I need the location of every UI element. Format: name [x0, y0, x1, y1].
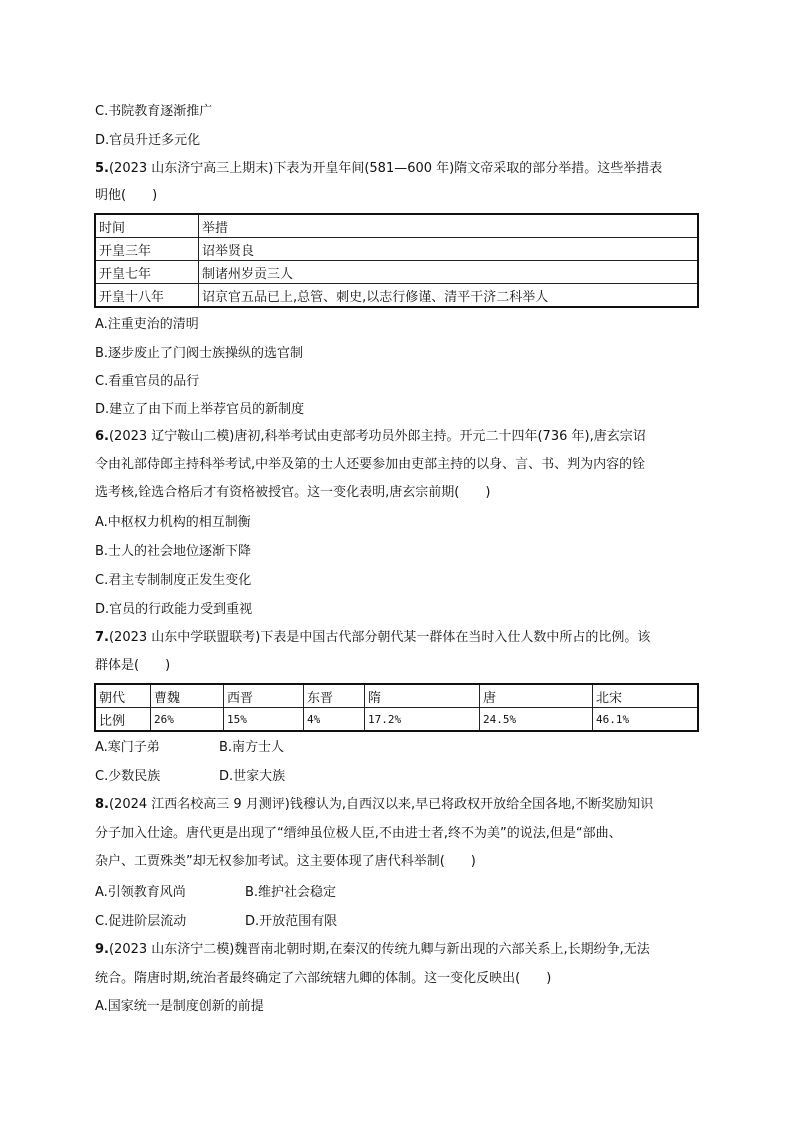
table-cell: 26%: [151, 708, 224, 732]
table-cell: 朝代: [95, 684, 151, 708]
question-7-table: [94, 683, 699, 732]
table-cell: 15%: [224, 708, 304, 732]
table-cell: 46.1%: [593, 708, 699, 732]
table-cell: 4%: [304, 708, 365, 732]
question-7-line-1: [95, 629, 650, 647]
question-6-number: 6.: [95, 429, 109, 444]
table-cell: 隋: [365, 684, 480, 708]
table-cell: 开皇十八年: [95, 284, 199, 308]
question-8-line-2: 分子加入仕途。唐代更是出现了“缙绅虽位极人臣,不由进士者,终不为美”的说法,但是“部曲、: [95, 826, 622, 841]
table-cell: 制诸州岁贡三人: [199, 261, 699, 284]
question-7-line-2: 群体是( ): [95, 658, 171, 673]
question-7-option-c: C.少数民族: [95, 769, 161, 784]
question-8-line-3: 杂户、工贾殊类”却无权参加考试。这主要体现了唐代科举制( ): [95, 854, 476, 869]
question-9-option-a: A.国家统一是制度创新的前提: [95, 999, 264, 1014]
question-6-option-b: B.士人的社会地位逐渐下降: [95, 544, 252, 559]
question-8-options-row-1: [95, 884, 336, 902]
table-header-cell: 时间: [95, 214, 199, 238]
table-cell: 24.5%: [480, 708, 593, 732]
table-header-row: [95, 214, 698, 238]
question-7-number: 7.: [95, 630, 109, 645]
question-6-line-3: 选考核,铨选合格后才有资格被授官。这一变化表明,唐玄宗前期( ): [95, 485, 491, 500]
question-7-text-1: (2023 山东中学联盟联考)下表是中国古代部分朝代某一群体在当时入仕人数中所占的比例。该: [108, 630, 651, 645]
question-7-option-d: D.世家大族: [219, 769, 286, 784]
question-7-options-row-1: [95, 739, 284, 757]
question-5-table: [94, 213, 699, 308]
question-5-option-b: B.逐步废止了门阀士族操纵的选官制: [95, 346, 304, 361]
question-7-option-a: A.寒门子弟: [95, 740, 160, 755]
question-9-text-1: (2023 山东济宁二模)魏晋南北朝时期,在秦汉的传统九卿与新出现的六部关系上,长期纷争,无法: [108, 942, 650, 957]
question-7-options-row-2: [95, 768, 285, 786]
table-cell: 唐: [480, 684, 593, 708]
question-8-line-1: [95, 796, 653, 814]
question-5-option-d: D.建立了由下而上举荐官员的新制度: [95, 402, 305, 417]
table-row: [95, 284, 698, 308]
question-6-line-2: 令由礼部侍郎主持科举考试,中举及第的士人还要参加由吏部主持的以身、言、书、判为内容的铨: [95, 457, 646, 472]
table-header-cell: 举措: [199, 214, 699, 238]
question-9-line-2: 统合。隋唐时期,统治者最终确定了六部统辖九卿的体制。这一变化反映出( ): [95, 971, 552, 986]
table-cell: 北宋: [593, 684, 699, 708]
option-c-prev: C.书院教育逐渐推广: [95, 104, 213, 119]
question-6-option-d: D.官员的行政能力受到重视: [95, 602, 253, 617]
table-cell: 西晋: [224, 684, 304, 708]
table-row: [95, 261, 698, 284]
table-row: [95, 708, 698, 732]
table-row: [95, 238, 698, 261]
question-9-line-1: [95, 941, 650, 959]
table-cell: 开皇三年: [95, 238, 199, 261]
question-7-option-b: B.南方士人: [219, 740, 285, 755]
question-5-text-1: (2023 山东济宁高三上期末)下表为开皇年间(581—600 年)隋文帝采取的部分举措。这些举措表: [108, 161, 663, 176]
question-8-option-c: C.促进阶层流动: [95, 914, 187, 929]
question-8-text-1: (2024 江西名校高三 9 月测评)钱穆认为,自西汉以来,早已将政权开放给全国各地,不断奖励知识: [108, 797, 654, 812]
table-cell: 东晋: [304, 684, 365, 708]
table-row: [95, 684, 698, 708]
question-5-option-a: A.注重吏治的清明: [95, 317, 199, 332]
question-6-option-a: A.中枢权力机构的相互制衡: [95, 515, 251, 530]
table-cell: 诏京官五品已上,总管、刺史,以志行修谨、清平干济二科举人: [199, 284, 699, 308]
question-8-option-a: A.引领教育风尚: [95, 885, 186, 900]
question-5-number: 5.: [95, 161, 109, 176]
question-6-text-1: (2023 辽宁鞍山二模)唐初,科举考试由吏部考功员外郎主持。开元二十四年(736 年),唐玄宗诏: [108, 429, 646, 444]
question-8-option-b: B.维护社会稳定: [245, 885, 337, 900]
table-cell: 诏举贤良: [199, 238, 699, 261]
question-6-option-c: C.君主专制制度正发生变化: [95, 573, 252, 588]
question-5-line-1: [95, 160, 662, 178]
question-5-option-c: C.看重官员的品行: [95, 374, 200, 389]
table-cell: 曹魏: [151, 684, 224, 708]
question-5-line-2: 明他( ): [95, 188, 158, 203]
question-8-option-d: D.开放范围有限: [245, 914, 338, 929]
question-9-number: 9.: [95, 942, 109, 957]
question-8-number: 8.: [95, 797, 109, 812]
question-8-options-row-2: [95, 913, 337, 931]
table-cell: 17.2%: [365, 708, 480, 732]
question-6-line-1: [95, 428, 646, 446]
table-cell: 比例: [95, 708, 151, 732]
option-d-prev: D.官员升迁多元化: [95, 133, 201, 148]
table-cell: 开皇七年: [95, 261, 199, 284]
